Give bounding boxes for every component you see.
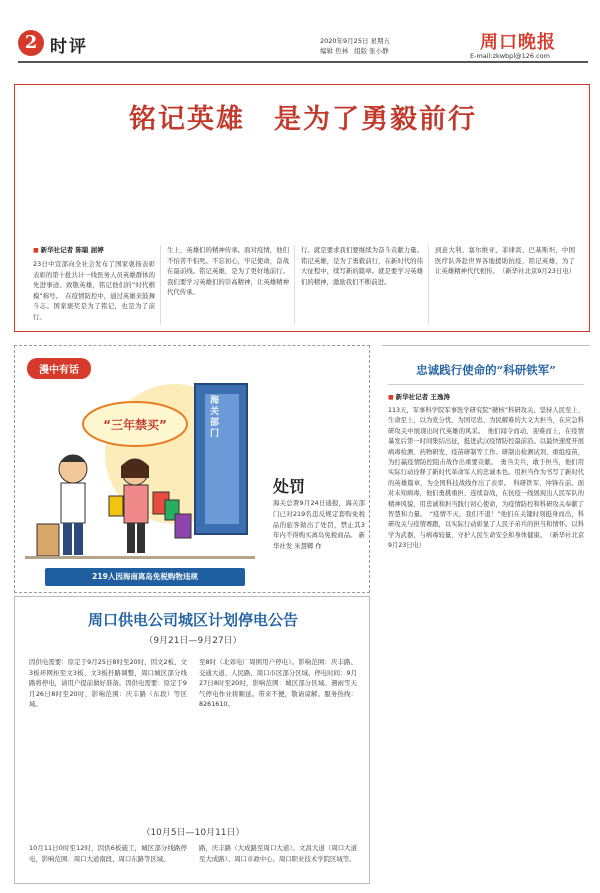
story-byline: ■ 新华社记者 王逸涛 [388,392,450,401]
story-divider [388,384,584,385]
column-divider [294,245,295,325]
power-outage-notice [14,596,370,884]
notice-column-2: 至8时（北郊电厂周围用户停电）。影响范围：庆丰路、交通大道、人民路、周口市区部分区域。停电时间：9月27日8时至20时，影响范围：城区部分区域。遇雨雪天气停电作业将顺延。带来不便，敬请谅解。服务热线：8261610。 [199,658,357,709]
notice-period-2: （10月5日—10月11日） [141,828,245,838]
editorial-article [14,84,590,332]
cartoon-bubble-text: “三年禁买” [103,418,167,432]
feature-story [382,345,590,884]
masthead-divider [18,61,588,63]
masthead-meta [320,36,396,56]
issue-date: 2020年9月25日 星期五 [320,37,391,45]
editorial-byline: ■ 新华社记者 陈聪 屈婷 [33,245,104,254]
page-number: 2 [18,30,44,56]
editorial-headline: 铭记英雄 是为了勇毅前行 [129,104,477,135]
notice-column-4: 路，庆丰路（大成路至周口大道）。文昌大道（周口大道至大成路）、周口市政中心、周口职业技术学院区域等。 [199,844,357,863]
newspaper-brand: 周口晚报 [480,32,556,53]
column-divider [160,245,161,325]
notice-headline: 周口供电公司城区计划停电公告 [87,611,298,629]
notice-column-1: 因供电需要：原定于9月25日8时至20时，因文2板、文3板环网柜至文3板、文3板杆路调整，周口城区部分线路将停电，请用户提前做好准备。因供电需要：原定于9月26日8时至20时，影响范围：庆丰路（东段）等区域。 [29,658,187,709]
cartoon-caption: 219人因海南离岛免税购物违规 [45,568,245,586]
notice-column-3: 10月11日0时至12时，因供6板施工，城区部分线路停电，影响范围：周口大道南段、周口东路等区域。 [29,844,187,863]
section-title: 时评 [50,37,88,57]
story-headline: 忠诚践行使命的“科研铁军” [416,363,556,377]
editorial-column-1: 23日中宣部向全社会发布了国家褒扬表彰表彰的第十批共计一线医务人员英雄群体的先进事迹。致敬英雄，铭记他们的“时代楷模”称号。 在疫情防控中，通过英雄来鼓舞斗志。国家褒奖是为了铭记，也是为了前行。 [33,260,155,321]
editorial-column-2: 生上，英雄们的精神传承。面对疫情，他们不怕苦不怕死。不忘初心，牢记使命，奋战在最前线。铭记英雄，是为了更好地前行。我们要学习英雄们的崇高精神，让英雄精神代代传承。 [167,246,289,297]
notice-period-1: （9月21日—9月27日） [144,636,242,646]
editorial-column-4: 到意大利、塞尔维亚、菲律宾、巴基斯坦，中国医疗队奔赴世界各地援助抗疫，铭记英雄，为了让英雄精神代代相传。 （新华社北京9月23日电） [435,246,575,276]
story-body: 113天，军事科学院军事医学研究院“硬核”科研攻关，坚持人民至上、生命至上，以为党分忧、为国尽忠、为民解难的大义大担当，在应急科研攻关中展现出时代英雄的风采。 他们闻令而动、迎难而上，在疫情暴发后第一时间集结出征，挺进武汉疫情防控最前沿。以最快速度开展病毒检测、药物研发、疫苗研制等工作。研制出检测试剂、重组疫苗，为打赢疫情防控阻击战作出重要贡献。 勇当尖兵，敢于担当，他们用实际行动诠释了新时代革命军人的忠诚本色。用担当作为书写了新时代的英雄篇章，为全国科技战线作出了表率。 科研铁军、冲锋在前。面对未知病毒，他们勇挑重担、连续奋战，在抗疫一线展现出人民军队的精神风貌，用忠诚和担当践行初心使命，为疫情防控和科研攻关奉献了智慧和力量。 “疫情不灭，我们不退！”他们在关键时刻挺身而出，科研攻关与疫情赛跑，以实际行动彰显了人民子弟兵的担当和情怀。以科学为武器，与病毒较量，守护人民生命安全和身体健康。 （新华社北京9月23日电） [388,407,584,550]
cartoon-title: 处罚 [273,477,306,496]
designer-credit: 组版 张小静 [354,47,389,55]
contact-email: E-mail:zkwbpl@126.com [470,52,550,60]
column-divider [428,245,429,325]
editor-credit: 编辑 焦林 [320,47,349,55]
cartoon-text: 海关总署9月24日通报，海关部门已对219名违反规定套购免税品的旅客做出了处罚，禁止其3年内不得购买离岛免税商品。 新华社发 朱慧卿 作 [273,499,365,551]
masthead [0,0,600,72]
editorial-column-3: 行。就是要求我们要继续为奋斗贡献力量。铭记英雄，是为了勇毅前行，在新时代的伟大征程中，续写新的篇章。就是要学习英雄们的精神，激励我们不断前进。 [301,246,423,286]
cartoon-door-sign: 海关部门 [210,396,220,439]
cartoon-section [14,345,370,593]
cartoon-tag: 漫中有话 [27,358,91,379]
